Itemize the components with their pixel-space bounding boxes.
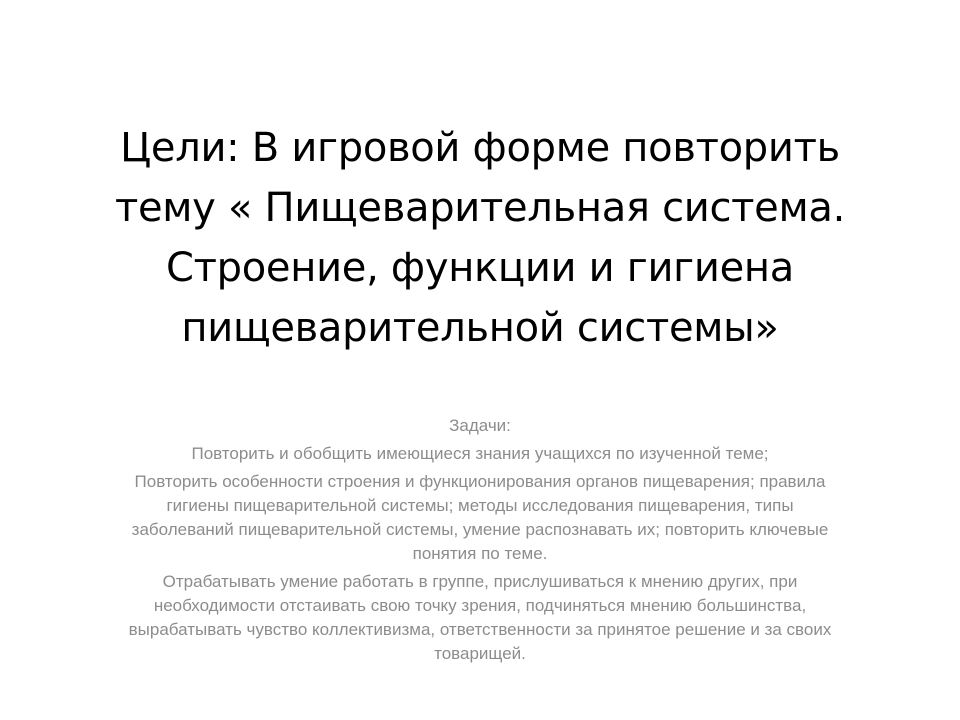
task-item-3 (40, 570, 920, 666)
task-item-1: Повторить и обобщить имеющиеся знания учащихся по изученной теме; (191, 444, 769, 463)
task-item-3-line: вырабатывать чувство коллективизма, ответственности за принятое решение и за своих (128, 620, 832, 639)
tasks-heading: Задачи: (449, 416, 511, 435)
tasks-body (40, 414, 920, 666)
slide-title (60, 118, 900, 358)
title-line: Строение, функции и гигиена (166, 245, 794, 291)
task-item-3-line: товарищей. (434, 644, 526, 663)
task-item-2-line: Повторить особенности строения и функционирования органов пищеварения; правила (134, 472, 826, 491)
title-line: Цели: В игровой форме повторить (120, 125, 840, 171)
task-item-2-line: гигиены пищеварительной системы; методы исследования пищеварения, типы (166, 496, 794, 515)
title-line: тему « Пищеварительная система. (115, 185, 845, 231)
title-line: пищеварительной системы» (181, 305, 779, 351)
task-item-2 (40, 470, 920, 566)
task-item-3-line: Отрабатывать умение работать в группе, прислушиваться к мнению других, при (162, 572, 798, 591)
task-item-2-line: понятия по теме. (412, 544, 548, 563)
task-item-3-line: необходимости отстаивать свою точку зрения, подчиняться мнению большинства, (153, 596, 807, 615)
task-item-2-line: заболеваний пищеварительной системы, умение распознавать их; повторить ключевые (131, 520, 829, 539)
